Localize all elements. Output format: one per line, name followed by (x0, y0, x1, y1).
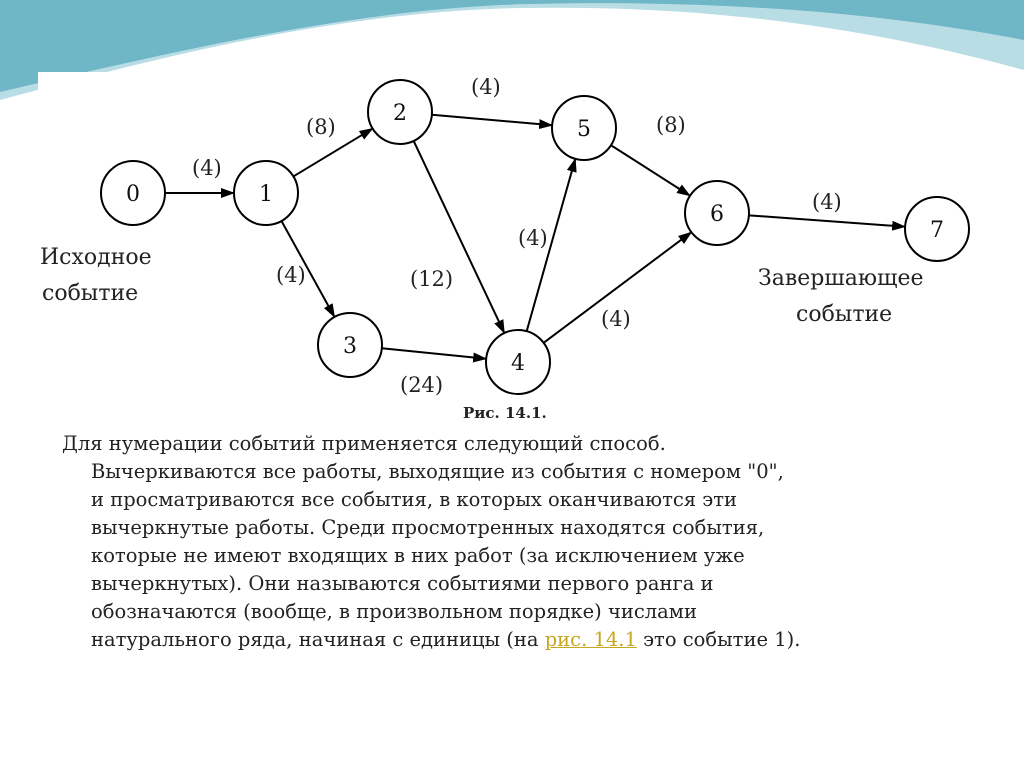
edge-arrow-5-6 (611, 145, 690, 196)
body-line-last (62, 626, 1002, 654)
event-node-1 (234, 161, 298, 225)
end-event-label-line1: Завершающее (758, 266, 924, 291)
body-text-before-link: натурального ряда, начиная с единицы (на (91, 628, 545, 651)
event-node-number: 7 (930, 218, 944, 243)
edge-arrow-3-4 (382, 348, 486, 359)
figure-reference-link[interactable]: рис. 14.1 (544, 628, 637, 651)
event-node-7 (905, 197, 969, 261)
edge-duration-label-1-2: (8) (306, 115, 336, 139)
event-node-6 (685, 181, 749, 245)
event-node-4 (486, 330, 550, 394)
edge-duration-label-2-4: (12) (410, 267, 454, 291)
edge-duration-label-2-5: (4) (471, 75, 501, 99)
event-node-number: 1 (259, 182, 273, 207)
edge-duration-label-0-1: (4) (192, 156, 222, 180)
event-node-2 (368, 80, 432, 144)
event-node-number: 0 (126, 182, 140, 207)
body-line: обозначаются (вообще, в произвольном порядке) числами (91, 600, 697, 623)
event-node-number: 2 (393, 101, 407, 126)
event-node-number: 3 (343, 334, 357, 359)
body-line: и просматриваются все события, в которых оканчиваются эти (91, 488, 737, 511)
event-node-number: 5 (577, 117, 591, 142)
network-diagram (38, 72, 970, 402)
edge-duration-label-4-5: (4) (518, 226, 548, 250)
body-line: вычеркнутых). Они называются событиями первого ранга и (91, 572, 714, 595)
body-line: Для нумерации событий применяется следующий способ. (62, 432, 666, 455)
body-text-after-link: это событие 1). (636, 628, 801, 651)
edge-duration-label-4-6: (4) (601, 307, 631, 331)
body-line: Вычеркиваются все работы, выходящие из события с номером "0", (91, 460, 784, 483)
start-event-label-line1: Исходное (40, 245, 152, 270)
body-paragraph (62, 430, 1002, 654)
edge-arrow-2-5 (432, 115, 552, 125)
event-node-number: 6 (710, 202, 724, 227)
body-line: вычеркнутые работы. Среди просмотренных находятся события, (91, 516, 765, 539)
event-node-number: 4 (511, 351, 525, 376)
figure-panel (38, 72, 970, 402)
event-node-0 (101, 161, 165, 225)
body-line: которые не имеют входящих в них работ (за исключением уже (91, 544, 745, 567)
edge-duration-label-5-6: (8) (656, 113, 686, 137)
edge-arrow-2-4 (414, 141, 505, 333)
event-node-3 (318, 313, 382, 377)
figure-caption: Рис. 14.1. (463, 404, 547, 422)
end-event-label-line2: событие (796, 302, 893, 327)
start-event-label-line2: событие (42, 281, 139, 306)
edge-arrow-6-7 (749, 215, 905, 226)
edge-duration-label-6-7: (4) (812, 190, 842, 214)
edge-duration-label-1-3: (4) (276, 263, 306, 287)
edge-duration-label-3-4: (24) (400, 373, 444, 397)
event-node-5 (552, 96, 616, 160)
